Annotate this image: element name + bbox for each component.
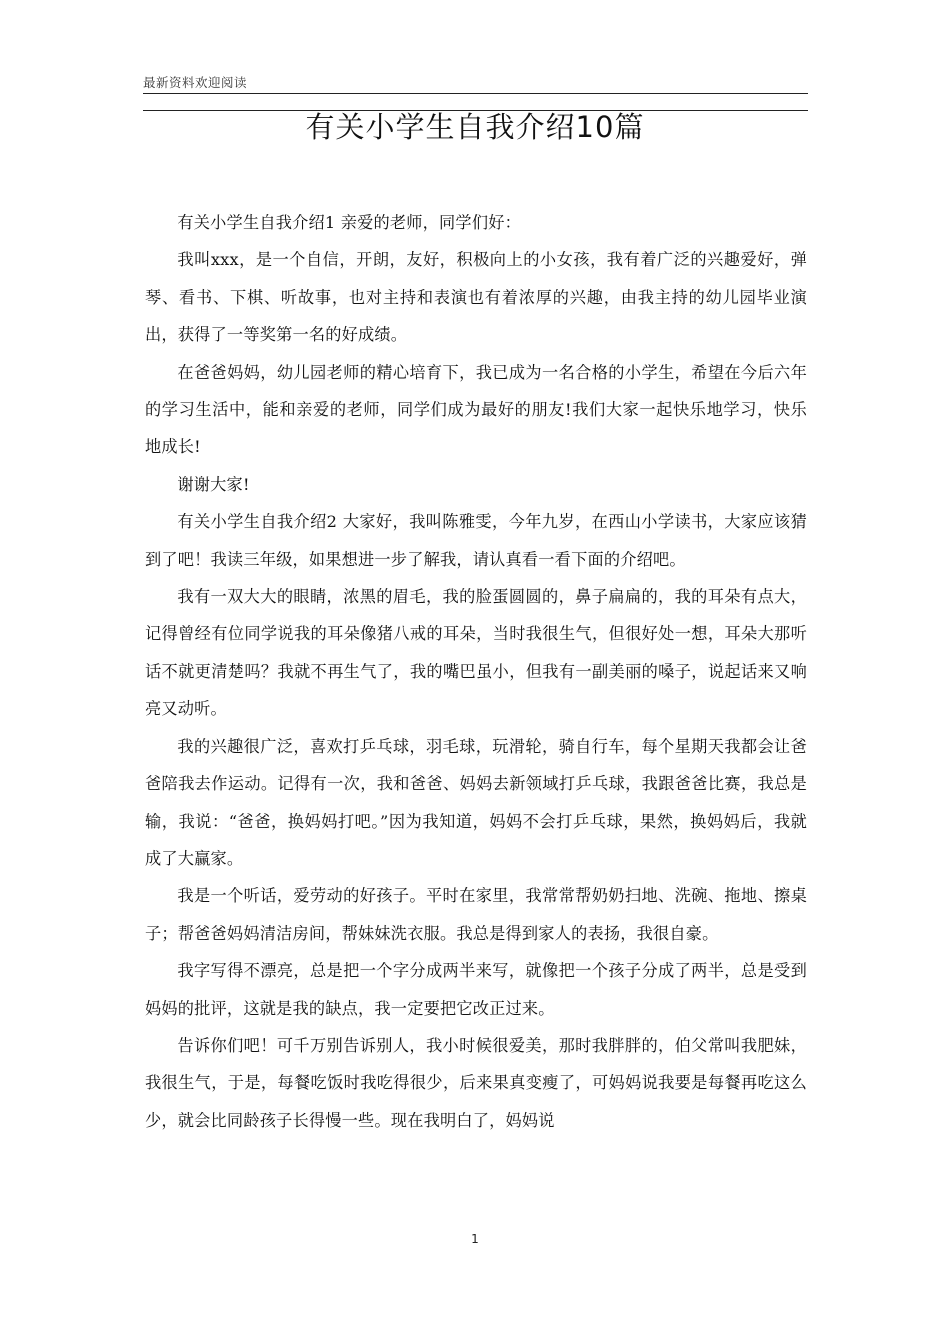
- document-title: 有关小学生自我介绍10篇: [305, 110, 645, 144]
- paragraph: 有关小学生自我介绍2 大家好，我叫陈雅雯，今年九岁，在西山小学读书，大家应该猜到了吧！我读三年级，如果想进一步了解我，请认真看一看下面的介绍吧。: [145, 512, 807, 569]
- document-body: [145, 204, 807, 1139]
- paragraph: 我字写得不漂亮，总是把一个字分成两半来写，就像把一个孩子分成了两半，总是受到妈妈的批评，这就是我的缺点，我一定要把它改正过来。: [145, 961, 807, 1018]
- paragraph: 我是一个听话，爱劳动的好孩子。平时在家里，我常常帮奶奶扫地、洗碗、拖地、擦桌子；帮爸爸妈妈清洁房间，帮妹妹洗衣服。我总是得到家人的表扬，我很自豪。: [145, 886, 807, 943]
- header-rule-top: [143, 93, 808, 94]
- paragraph: 有关小学生自我介绍1 亲爱的老师，同学们好：: [177, 213, 521, 232]
- page-header-text: 最新资料欢迎阅读: [143, 75, 248, 90]
- paragraph: 我叫xxx，是一个自信，开朗，友好，积极向上的小女孩，我有着广泛的兴趣爱好，弹琴、看书、下棋、听故事，也对主持和表演也有着浓厚的兴趣，由我主持的幼儿园毕业演出，获得了一等奖第一名的好成绩。: [145, 250, 807, 345]
- paragraph: 告诉你们吧！可千万别告诉别人，我小时候很爱美，那时我胖胖的，伯父常叫我肥妹，我很生气，于是，每餐吃饭时我吃得很少，后来果真变瘦了，可妈妈说我要是每餐再吃这么少，就会比同龄孩子长得慢一些。现在我明白了，妈妈说: [145, 1035, 807, 1130]
- paragraph: 我有一双大大的眼睛，浓黑的眉毛，我的脸蛋圆圆的，鼻子扁扁的，我的耳朵有点大，记得曾经有位同学说我的耳朵像猪八戒的耳朵，当时我很生气，但很好处一想，耳朵大那听话不就更清楚吗？我就不再生气了，我的嘴巴虽小，但我有一副美丽的嗓子，说起话来又响亮又动听。: [145, 587, 807, 719]
- paragraph: 在爸爸妈妈，幼儿园老师的精心培育下，我已成为一名合格的小学生，希望在今后六年的学习生活中，能和亲爱的老师，同学们成为最好的朋友!我们大家一起快乐地学习，快乐地成长!: [145, 362, 807, 457]
- paragraph: 谢谢大家!: [177, 474, 250, 494]
- paragraph: 我的兴趣很广泛，喜欢打乒乓球，羽毛球，玩滑轮，骑自行车，每个星期天我都会让爸爸陪我去作运动。记得有一次，我和爸爸、妈妈去新领域打乒乓球，我跟爸爸比赛，我总是输，我说：“爸爸，换妈妈打吧。”因为我知道，妈妈不会打乒乓球，果然，换妈妈后，我就成了大赢家。: [145, 736, 807, 868]
- page-number: 1: [471, 1232, 479, 1246]
